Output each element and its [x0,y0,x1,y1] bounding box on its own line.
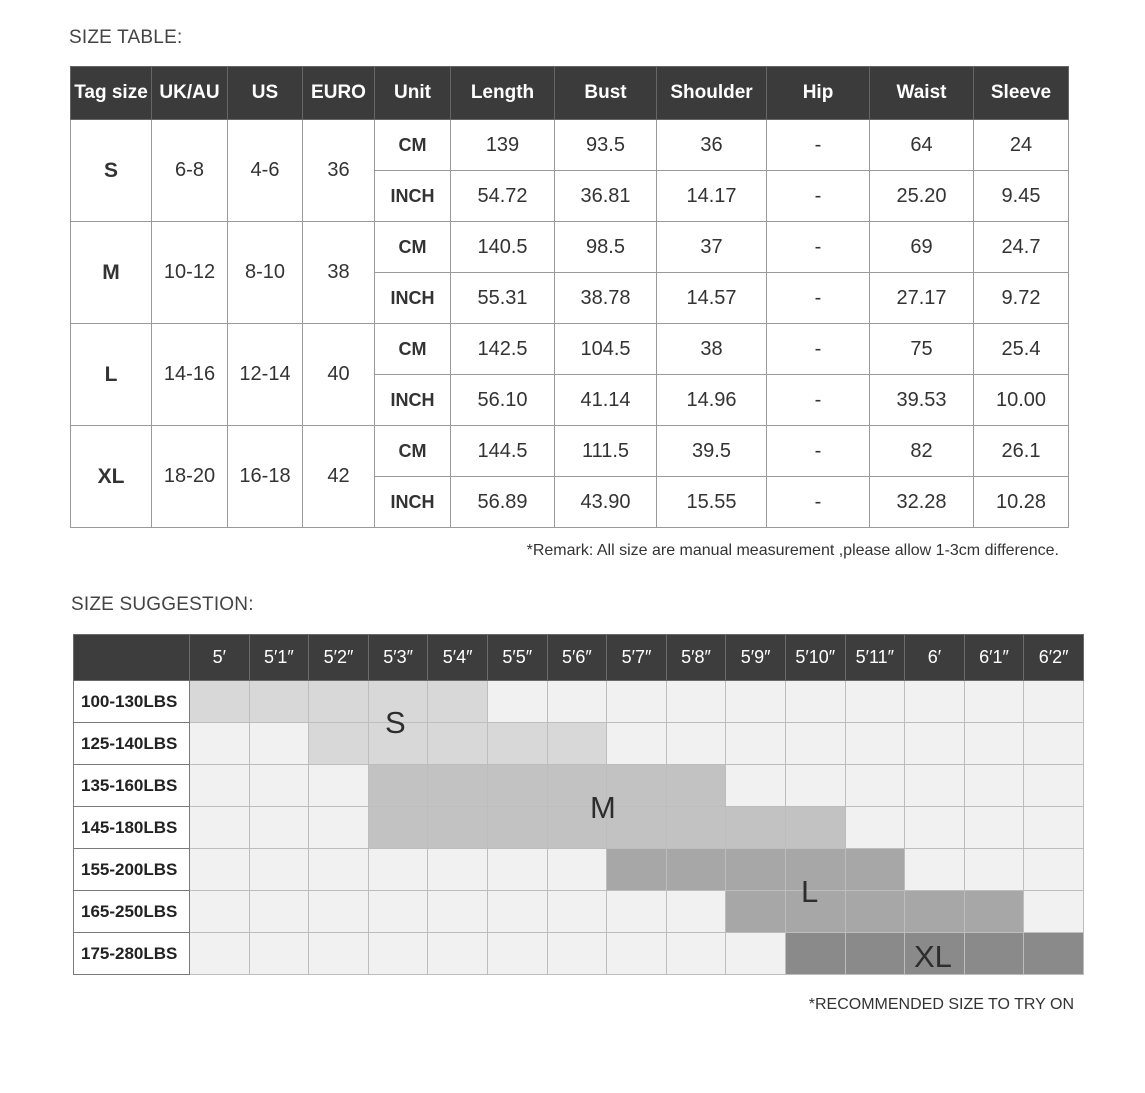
grid-cell [309,891,369,933]
euro-size-cell: 36 [303,120,375,222]
measurement-cell: 36 [657,120,767,171]
grid-cell-l [905,891,965,933]
grid-cell [1024,765,1084,807]
measurement-cell: 75 [870,324,974,375]
grid-cell-s [309,681,369,723]
measurement-cell: 98.5 [555,222,657,273]
measurement-cell: - [767,324,870,375]
us-size-cell: 12-14 [228,324,303,426]
measurement-cell: 32.28 [870,477,974,528]
height-header-cell: 5′9″ [726,635,786,681]
euro-size-cell: 42 [303,426,375,528]
grid-cell-m [428,807,488,849]
grid-cell-m [368,765,428,807]
grid-cell-s [547,723,607,765]
uk-au-cell: 14-16 [152,324,228,426]
measurement-cell: 38 [657,324,767,375]
tag-size-cell: L [71,324,152,426]
grid-cell [1024,723,1084,765]
us-size-cell: 4-6 [228,120,303,222]
weight-row [74,765,1084,807]
us-size-cell: 16-18 [228,426,303,528]
grid-cell-l [726,891,786,933]
grid-cell-l [845,891,905,933]
measurement-cell: 14.17 [657,171,767,222]
measurement-cell: 104.5 [555,324,657,375]
grid-cell-m [666,807,726,849]
height-header-cell: 5′6″ [547,635,607,681]
measurement-cell: 111.5 [555,426,657,477]
grid-cell-s [309,723,369,765]
grid-cell [487,681,547,723]
grid-cell [845,681,905,723]
height-header-cell: 6′2″ [1024,635,1084,681]
size-remark: *Remark: All size are manual measurement ,please allow 1-3cm difference. [526,542,1059,559]
grid-cell [726,933,786,975]
height-header-cell: 5′8″ [666,635,726,681]
grid-cell [428,891,488,933]
grid-cell [726,765,786,807]
unit-cell: INCH [375,375,451,426]
tag-size-cell: S [71,120,152,222]
weight-label-cell: 165-250LBS [74,891,190,933]
unit-cell: INCH [375,171,451,222]
weight-label-cell: 125-140LBS [74,723,190,765]
grid-cell [487,849,547,891]
weight-label-cell: 100-130LBS [74,681,190,723]
measurement-cell: - [767,273,870,324]
grid-cell [428,933,488,975]
grid-cell [607,891,667,933]
grid-cell [845,807,905,849]
grid-cell [547,933,607,975]
measurement-cell: 38.78 [555,273,657,324]
grid-cell [309,849,369,891]
measurement-cell: 9.72 [974,273,1069,324]
grid-cell-m [726,807,786,849]
zone-label-l: L [801,874,819,909]
grid-cell [547,849,607,891]
size-header-cell: UK/AU [152,67,228,120]
measurement-cell: - [767,120,870,171]
measurement-cell: - [767,375,870,426]
grid-cell-m [487,807,547,849]
measurement-cell: 37 [657,222,767,273]
grid-cell [190,807,250,849]
height-header-cell: 5′5″ [487,635,547,681]
grid-cell [547,891,607,933]
grid-cell [1024,891,1084,933]
grid-cell-l [666,849,726,891]
measurement-cell: 24 [974,120,1069,171]
size-row-cm [71,324,1069,375]
measurement-cell: 55.31 [451,273,555,324]
measurement-cell: 64 [870,120,974,171]
height-header-cell: 5′2″ [309,635,369,681]
measurement-cell: 14.96 [657,375,767,426]
measurement-cell: 25.4 [974,324,1069,375]
size-header-cell: Hip [767,67,870,120]
size-header-cell: Shoulder [657,67,767,120]
grid-cell [368,891,428,933]
grid-cell [726,681,786,723]
grid-cell-m [785,807,845,849]
grid-cell-s [249,681,309,723]
size-header-cell: Length [451,67,555,120]
grid-cell [607,933,667,975]
measurement-cell: 26.1 [974,426,1069,477]
us-size-cell: 8-10 [228,222,303,324]
measurement-cell: 140.5 [451,222,555,273]
unit-cell: INCH [375,273,451,324]
measurement-cell: 56.89 [451,477,555,528]
grid-cell-m [487,765,547,807]
unit-cell: CM [375,120,451,171]
grid-cell [785,681,845,723]
grid-cell [845,723,905,765]
measurement-cell: - [767,171,870,222]
height-header-cell: 6′ [905,635,965,681]
measurement-cell: - [767,477,870,528]
measurement-cell: 39.53 [870,375,974,426]
weight-label-cell: 175-280LBS [74,933,190,975]
grid-cell [905,807,965,849]
height-header-cell: 5′ [190,635,250,681]
grid-cell [190,933,250,975]
grid-cell [249,849,309,891]
zone-label-s: S [385,705,406,740]
grid-cell [845,765,905,807]
grid-cell-s [428,723,488,765]
measurement-cell: 69 [870,222,974,273]
grid-cell [785,723,845,765]
grid-cell-m [666,765,726,807]
grid-cell [547,681,607,723]
grid-cell-l [845,849,905,891]
measurement-cell: 142.5 [451,324,555,375]
grid-cell [249,933,309,975]
measurement-cell: 144.5 [451,426,555,477]
weight-row [74,891,1084,933]
weight-row [74,681,1084,723]
size-header-cell: Bust [555,67,657,120]
grid-cell [607,681,667,723]
euro-size-cell: 40 [303,324,375,426]
measurement-cell: 14.57 [657,273,767,324]
grid-cell [249,723,309,765]
uk-au-cell: 18-20 [152,426,228,528]
measurement-cell: 56.10 [451,375,555,426]
weight-label-cell: 155-200LBS [74,849,190,891]
grid-cell [309,765,369,807]
grid-cell [964,765,1024,807]
height-header-cell: 5′10″ [785,635,845,681]
grid-cell [905,723,965,765]
grid-cell-xl [964,933,1024,975]
weight-label-cell: 145-180LBS [74,807,190,849]
grid-cell [249,807,309,849]
size-suggestion-grid [73,634,1084,975]
grid-cell [190,765,250,807]
grid-cell [368,849,428,891]
zone-label-m: M [590,790,616,825]
grid-cell [726,723,786,765]
size-header-cell: Tag size [71,67,152,120]
grid-cell [487,891,547,933]
grid-cell-m [368,807,428,849]
grid-cell-l [607,849,667,891]
weight-row [74,807,1084,849]
measurement-cell: - [767,426,870,477]
grid-cell [249,765,309,807]
grid-cell [428,849,488,891]
grid-cell [666,933,726,975]
grid-cell [666,723,726,765]
unit-cell: CM [375,324,451,375]
recommendation-note: *RECOMMENDED SIZE TO TRY ON [808,996,1074,1013]
grid-cell-xl [1024,933,1084,975]
tag-size-cell: M [71,222,152,324]
measurement-cell: 39.5 [657,426,767,477]
measurement-cell: 10.00 [974,375,1069,426]
measurement-cell: 139 [451,120,555,171]
grid-cell [487,933,547,975]
size-header-cell: US [228,67,303,120]
grid-cell [785,765,845,807]
size-header-cell: Waist [870,67,974,120]
grid-cell [309,933,369,975]
size-row-cm [71,120,1069,171]
weight-row [74,849,1084,891]
grid-cell [964,807,1024,849]
measurement-cell: - [767,222,870,273]
grid-cell-l [964,891,1024,933]
weight-label-cell: 135-160LBS [74,765,190,807]
grid-cell [666,681,726,723]
grid-cell [964,681,1024,723]
height-header-cell: 5′11″ [845,635,905,681]
grid-corner-cell [74,635,190,681]
zone-label-xl: XL [914,939,952,974]
height-header-cell: 5′4″ [428,635,488,681]
grid-cell-xl [785,933,845,975]
measurement-cell: 24.7 [974,222,1069,273]
height-header-cell: 5′1″ [249,635,309,681]
grid-cell [368,933,428,975]
measurement-cell: 43.90 [555,477,657,528]
grid-cell [1024,807,1084,849]
grid-cell [964,723,1024,765]
measurement-cell: 25.20 [870,171,974,222]
grid-cell [309,807,369,849]
size-table [70,66,1069,528]
grid-cell-s [487,723,547,765]
grid-cell [190,849,250,891]
height-header-cell: 6′1″ [964,635,1024,681]
grid-cell-s [190,681,250,723]
measurement-cell: 15.55 [657,477,767,528]
measurement-cell: 41.14 [555,375,657,426]
size-table-title: SIZE TABLE: [69,27,183,48]
euro-size-cell: 38 [303,222,375,324]
size-header-cell: EURO [303,67,375,120]
grid-cell [964,849,1024,891]
measurement-cell: 36.81 [555,171,657,222]
grid-cell [666,891,726,933]
size-header-cell: Unit [375,67,451,120]
size-suggestion-title: SIZE SUGGESTION: [71,594,254,615]
unit-cell: CM [375,426,451,477]
measurement-cell: 10.28 [974,477,1069,528]
uk-au-cell: 6-8 [152,120,228,222]
grid-cell [190,891,250,933]
grid-cell [1024,849,1084,891]
grid-cell [905,849,965,891]
measurement-cell: 93.5 [555,120,657,171]
grid-cell-s [428,681,488,723]
grid-cell [190,723,250,765]
measurement-cell: 82 [870,426,974,477]
tag-size-cell: XL [71,426,152,528]
height-header-cell: 5′7″ [607,635,667,681]
measurement-cell: 9.45 [974,171,1069,222]
grid-cell [607,723,667,765]
height-header-cell: 5′3″ [368,635,428,681]
grid-cell-l [726,849,786,891]
size-header-cell: Sleeve [974,67,1069,120]
unit-cell: CM [375,222,451,273]
grid-cell-xl [845,933,905,975]
grid-cell [905,765,965,807]
grid-cell [249,891,309,933]
grid-cell-m [428,765,488,807]
measurement-cell: 27.17 [870,273,974,324]
size-row-cm [71,222,1069,273]
weight-row [74,723,1084,765]
uk-au-cell: 10-12 [152,222,228,324]
grid-cell [1024,681,1084,723]
unit-cell: INCH [375,477,451,528]
size-row-cm [71,426,1069,477]
grid-cell [905,681,965,723]
measurement-cell: 54.72 [451,171,555,222]
